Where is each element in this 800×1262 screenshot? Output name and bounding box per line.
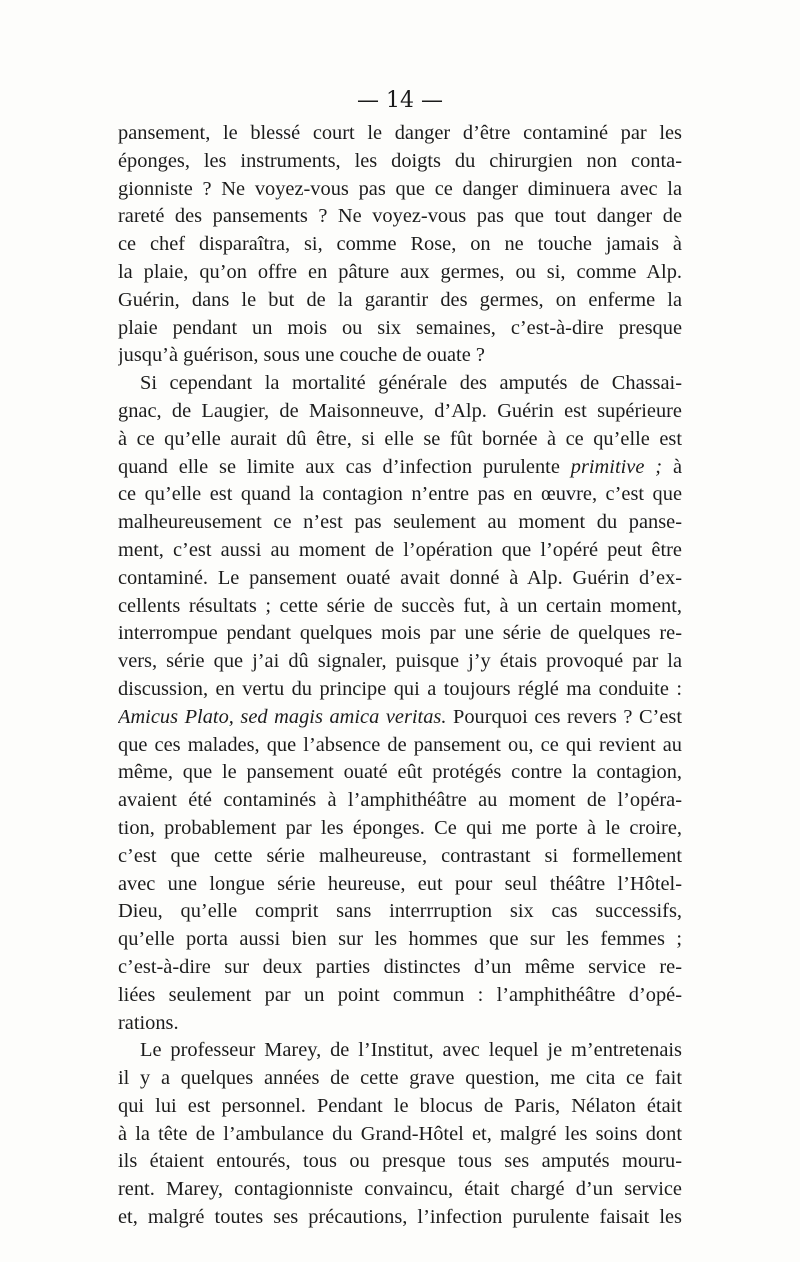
text-line: liées seulement par un point commun : l’amphithéâtre d’opé- <box>118 983 682 1006</box>
text-line: gnac, de Laugier, de Maisonneuve, d’Alp. Guérin est supérieure <box>118 399 682 422</box>
text-line: qui lui est personnel. Pendant le blocus de Paris, Nélaton était <box>118 1094 682 1117</box>
text-line: Si cependant la mortalité générale des amputés de Chassai- <box>140 372 682 395</box>
text-line: vers, série que j’ai dû signaler, puisque j’y étais provoqué par la <box>118 650 682 673</box>
text-line: rent. Marey, contagionniste convaincu, était chargé d’un service <box>118 1178 682 1201</box>
text-line: à la tête de l’ambulance du Grand-Hôtel et, malgré les soins dont <box>118 1122 682 1145</box>
text-line: c’est-à-dire sur deux parties distinctes d’un même service re- <box>118 955 682 978</box>
text-line: rations. <box>118 1011 179 1034</box>
text-line <box>118 704 682 732</box>
text-line: interrompue pendant quelques mois par une série de quelques re- <box>118 622 682 645</box>
text-line: ment, c’est aussi au moment de l’opération que l’opéré peut être <box>118 538 682 561</box>
text-run: Pourquoi ces revers ? C’est <box>446 705 682 728</box>
text-run: quand elle se limite aux cas d’infection purulente <box>118 455 571 478</box>
text-line: que ces malades, que l’absence de pansement ou, ce qui revient au <box>118 733 682 756</box>
text-line: Dieu, qu’elle comprit sans interrruption six cas successifs, <box>118 900 682 923</box>
text-line: et, malgré toutes ses précautions, l’infection purulente faisait les <box>118 1206 682 1229</box>
text-line: tion, probablement par les éponges. Ce qui me porte à le croire, <box>118 816 682 839</box>
text-run: à <box>662 455 682 478</box>
text-line: contaminé. Le pansement ouaté avait donné à Alp. Guérin d’ex- <box>118 566 682 589</box>
text-line: gionniste ? Ne voyez-vous pas que ce danger diminuera avec la <box>118 177 682 200</box>
text-line <box>118 454 682 482</box>
text-line: ce chef disparaîtra, si, comme Rose, on ne touche jamais à <box>118 233 682 256</box>
page-number: — 14 — <box>357 88 443 113</box>
text-line: cellents résultats ; cette série de succès fut, à un certain moment, <box>118 594 682 617</box>
italic-text-run: Amicus Plato, sed magis amica veritas. <box>118 705 447 728</box>
body-text <box>118 120 682 1232</box>
text-line: Guérin, dans le but de la garantir des germes, on enferme la <box>118 288 682 311</box>
text-line: pansement, le blessé court le danger d’être contaminé par les <box>118 122 682 144</box>
text-line: rareté des pansements ? Ne voyez-vous pas que tout danger de <box>118 205 682 228</box>
text-line: éponges, les instruments, les doigts du chirurgien non conta- <box>118 149 682 172</box>
text-line: à ce qu’elle aurait dû être, si elle se fût bornée à ce qu’elle est <box>118 427 682 450</box>
text-line: discussion, en vertu du principe qui a toujours réglé ma conduite : <box>118 677 682 700</box>
text-line: plaie pendant un mois ou six semaines, c’est-à-dire presque <box>118 316 682 339</box>
text-line: avaient été contaminés à l’amphithéâtre au moment de l’opéra- <box>118 789 682 812</box>
text-line: avec une longue série heureuse, eut pour seul théâtre l’Hôtel- <box>118 872 682 895</box>
italic-text-run: primitive ; <box>570 455 663 478</box>
text-line: la plaie, qu’on offre en pâture aux germes, ou si, comme Alp. <box>118 260 682 283</box>
text-line: même, que le pansement ouaté eût protégés contre la contagion, <box>118 761 682 784</box>
text-line: malheureusement ce n’est pas seulement au moment du panse- <box>118 511 682 534</box>
text-line: jusqu’à guérison, sous une couche de ouate ? <box>118 344 485 367</box>
text-line: il y a quelques années de cette grave question, me cita ce fait <box>118 1067 682 1090</box>
text-line: ils étaient entourés, tous ou presque tous ses amputés mouru- <box>118 1150 682 1173</box>
text-line: qu’elle porta aussi bien sur les hommes que sur les femmes ; <box>118 928 682 951</box>
text-line: ce qu’elle est quand la contagion n’entre pas en œuvre, c’est que <box>118 483 682 506</box>
text-line: Le professeur Marey, de l’Institut, avec lequel je m’entretenais <box>140 1039 682 1062</box>
text-line: c’est que cette série malheureuse, contrastant si formellement <box>118 844 682 867</box>
